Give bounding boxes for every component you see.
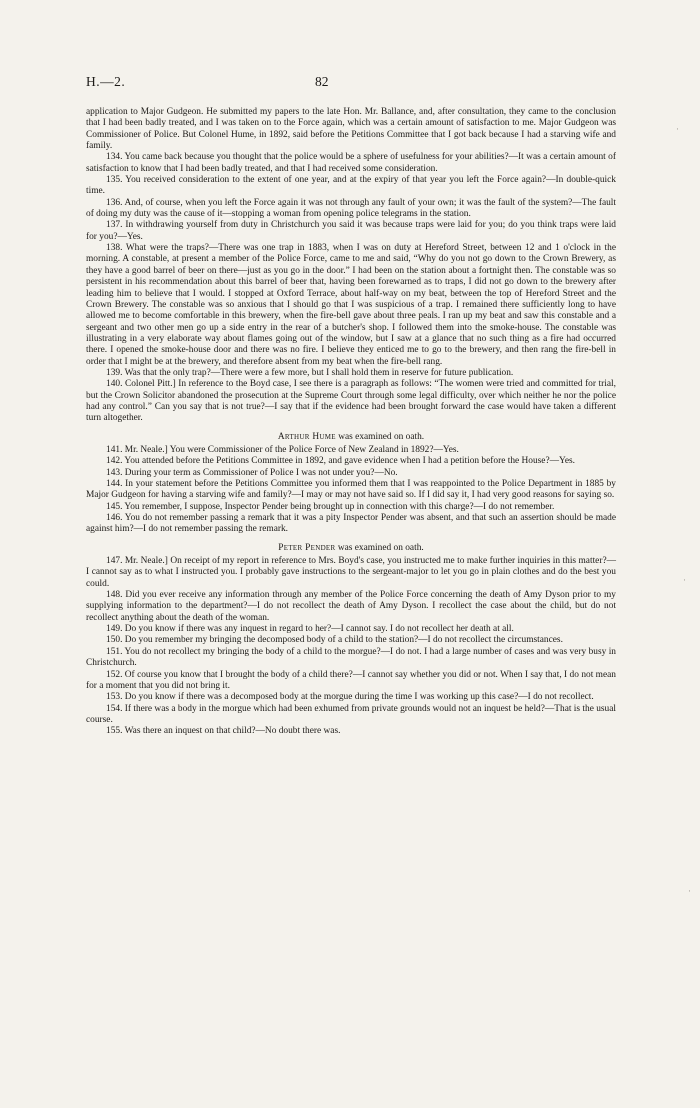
question-paragraph: 141. Mr. Neale.] You were Commissioner of the Police Force of New Zealand in 1892?—Yes. (106, 444, 459, 455)
question-paragraph: 136. And, of course, when you left the Force again it was not through any fault of your own; it was the fault of the system?—The fault of doing my duty was the cause of it—stopping a woman from opening police telegrams in the station. (86, 197, 616, 220)
witness-heading (86, 432, 616, 443)
page-header (86, 74, 616, 94)
witness-name: Arthur Hume (277, 431, 336, 442)
document-body (86, 107, 616, 738)
question-paragraph: 151. You do not recollect my bringing the body of a child to the morgue?—I do not. I had a large number of cases and was very busy in Christchurch. (86, 646, 616, 669)
continued-paragraph: application to Major Gudgeon. He submitted my papers to the late Hon. Mr. Ballance, and, after consultation, they came to the conclusion that I had been badly treated, and I was taken on to the Force again, which was a certain amount of satisfaction to me. Major Gudgeon was Commissioner of Police. But Colonel Hume, in 1892, said before the Petitions Committee that I got back because I had a starving wife and family. (86, 107, 616, 152)
witness-oath-text: was examined on oath. (335, 542, 424, 553)
margin-speck: · (676, 124, 679, 134)
margin-speck: · (688, 886, 691, 896)
witness-name: Peter Pender (278, 542, 336, 553)
question-paragraph: 148. Did you ever receive any information through any member of the Police Force concerning the death of Amy Dyson prior to my supplying information to the department?—I do not recollect the death of Amy Dyson. I recollect the case about the child, but do not recollect anything about the death of the woman. (86, 590, 616, 623)
question-paragraph: 145. You remember, I suppose, Inspector Pender being brought up in connection with this charge?—I do not remember. (106, 501, 555, 512)
question-paragraph: 152. Of course you know that I brought the body of a child there?—I cannot say whether you did or not. When I say that, I do not mean for a moment that you did not bring it. (86, 669, 616, 691)
question-paragraph: 153. Do you know if there was a decomposed body at the morgue during the time I was working up this case?—I do not recollect. (106, 692, 594, 703)
witness-oath-text: was examined on oath. (335, 431, 425, 442)
page-number: 82 (315, 74, 329, 89)
question-paragraph: 146. You do not remember passing a remark that it was a pity Inspector Pender was absent, and that such an assertion should be made against him?—I do not remember passing the remark. (86, 513, 616, 535)
question-paragraph: 144. In your statement before the Petitions Committee you informed them that I was reappointed to the Police Department in 1885 by Major Gudgeon for having a starving wife and family?—I may or may not have said so. If I did say it, I had very good reasons for saying so. (86, 479, 616, 501)
question-paragraph: 143. During your term as Commissioner of Police I was not under you?—No. (106, 467, 398, 478)
question-paragraph: 150. Do you remember my bringing the decomposed body of a child to the station?—I do not recollect the circumstances. (106, 635, 563, 646)
margin-speck: · (683, 575, 686, 585)
question-paragraph: 137. In withdrawing yourself from duty in Christchurch you said it was because traps were laid for you; do you think traps were laid for you?—Yes. (86, 220, 616, 242)
question-paragraph: 134. You came back because you thought that the police would be a sphere of usefulness for your abilities?—It was a certain amount of satisfaction to know that I had been badly treated, and that I had received some consideration. (86, 152, 616, 174)
question-paragraph: 154. If there was a body in the morgue which had been exhumed from private grounds would not an inquest be held?—That is the usual course. (86, 703, 616, 725)
document-reference: H.—2. (86, 74, 126, 89)
question-paragraph: 142. You attended before the Petitions Committee in 1892, and gave evidence when I had a petition before the House?—Yes. (106, 456, 575, 467)
question-paragraph: 155. Was there an inquest on that child?—No doubt there was. (106, 726, 341, 737)
witness-heading (86, 543, 616, 554)
question-paragraph: 135. You received consideration to the extent of one year, and at the expiry of that year you left the Force again?—In double-quick time. (86, 175, 616, 197)
question-paragraph: 149. Do you know if there was any inquest in regard to her?—I cannot say. I do not recollect her death at all. (106, 624, 514, 635)
question-paragraph: 139. Was that the only trap?—There were a few more, but I shall hold them in reserve for future publication. (106, 367, 514, 378)
question-paragraph: 138. What were the traps?—There was one trap in 1883, when I was on duty at Hereford Street, between 12 and 1 o'clock in the morning. A constable, at present a member of the Police Force, came to me and said, “Why do you not go down to the Crown Brewery, as they have a good barrel of beer on there—just as you go in the door.” I had been on the station about a fortnight then. The constable was so persistent in his recommendation about this barrel of beer that, having been forewarned as to traps, I did not go down to the brewery after leading him to believe that I would. I stopped at Oxford Terrace, about half-way on my beat, between the top of Hereford Street and the Crown Brewery. The constable was so anxious that I should go that I was suspicious of a trap. I remained there sufficiently long to have allowed me to become comfortable in this brewery, when the fire-bell gave about three peals. I ran up my beat and saw this constable and a sergeant and two other men go up a side entry in the rear of a butcher's shop. I followed them into the smoke-house. The constable was illustrating in a very elaborate way about flames going out of the window, but I saw at a glance that no such thing as a fire had occurred there. I opened the smoke-house door and there was no fire. I believe they enticed me to go to the brewery, and then rang the fire-bell in order that I might be at the brewery, and therefore absent from my beat when the fire-bell rang. (86, 243, 616, 367)
question-paragraph: 147. Mr. Neale.] On receipt of my report in reference to Mrs. Boyd's case, you instructed me to make further inquiries in this matter?—I cannot say as to what I instructed you. I probably gave instructions to the sergeant-major to let you go in plain clothes and do the best you could. (86, 556, 616, 589)
question-paragraph: 140. Colonel Pitt.] In reference to the Boyd case, I see there is a paragraph as follows: “The women were tried and committed for trial, but the Crown Solicitor abandoned the prosecution at the Supreme Court through some legal difficulty, over which neither he nor the police had any control.” Can you say that is not true?—I say that if the evidence had been brought forward the case would have taken a different turn altogether. (86, 379, 616, 424)
